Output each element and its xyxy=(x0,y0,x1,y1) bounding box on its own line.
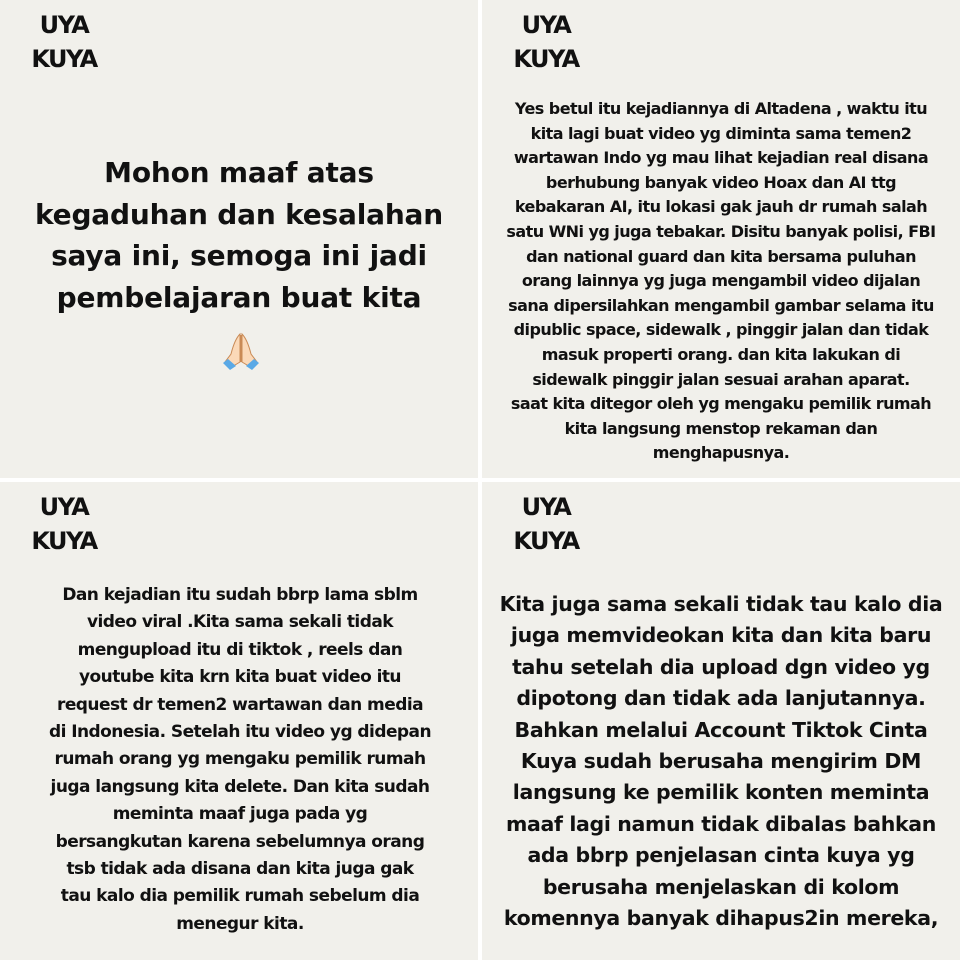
panel-dm-attempt xyxy=(482,482,960,960)
text-line: youtube kita krn kita buat video itu xyxy=(79,667,401,688)
text-line: wartawan Indo yg mau lihat kejadian real disana xyxy=(513,148,929,168)
uya-kuya-logo xyxy=(506,490,586,558)
explanation-text xyxy=(482,97,960,466)
text-line: langsung ke pemilik konten meminta xyxy=(512,780,930,805)
text-line: dipotong dan tidak ada lanjutannya. xyxy=(516,686,926,711)
text-line: kebakaran AI, itu lokasi gak jauh dr rumah salah xyxy=(514,197,928,217)
text-line: sana dipersilahkan mengambil gambar selama itu xyxy=(508,295,934,315)
logo-line-1: UYA xyxy=(521,493,571,521)
panel-altadena-explanation xyxy=(482,0,960,478)
apology-text xyxy=(0,152,478,318)
text-line: Mohon maaf atas xyxy=(104,156,374,189)
text-line: masuk properti orang. dan kita lakukan di xyxy=(541,344,901,364)
text-line: Yes betul itu kejadiannya di Altadena , waktu itu xyxy=(514,99,928,118)
text-line: meminta maaf juga pada yg xyxy=(112,804,368,825)
uya-kuya-logo xyxy=(24,490,104,558)
text-line: Kita juga sama sekali tidak tau kalo dia xyxy=(499,592,943,616)
text-line: tsb tidak ada disana dan kita juga gak xyxy=(66,859,414,880)
text-line: Dan kejadian itu sudah bbrp lama sblm xyxy=(62,585,418,605)
text-line: ada bbrp penjelasan cinta kuya yg xyxy=(527,843,915,868)
text-line: pembelajaran buat kita xyxy=(56,280,422,314)
text-line: menghapusnya. xyxy=(652,443,790,463)
text-line: video viral .Kita sama sekali tidak xyxy=(86,612,394,633)
text-line: maaf lagi namun tidak dibalas bahkan xyxy=(506,811,936,836)
logo-line-1: UYA xyxy=(521,11,571,39)
logo-line-2: KUYA xyxy=(31,527,97,555)
panel-video-deleted xyxy=(0,482,478,960)
text-line: mengupload itu di tiktok , reels dan xyxy=(77,639,403,660)
dm-attempt-text xyxy=(482,589,960,934)
uya-kuya-logo xyxy=(24,8,104,76)
logo-line-1: UYA xyxy=(39,493,89,521)
folded-hands-icon xyxy=(219,328,263,372)
text-line: kita langsung menstop rekaman dan xyxy=(564,418,878,438)
text-line: Kuya sudah berusaha mengirim DM xyxy=(520,749,922,774)
text-line: rumah orang yg mengaku pemilik rumah xyxy=(54,749,426,770)
text-line: berusaha menjelaskan di kolom xyxy=(542,874,900,899)
text-line: Bahkan melalui Account Tiktok Cinta xyxy=(514,717,928,742)
text-line: kita lagi buat video yg diminta sama temen2 xyxy=(530,123,912,143)
text-line: komennya banyak dihapus2in mereka, xyxy=(503,906,939,931)
logo-line-2: KUYA xyxy=(513,45,579,73)
logo-line-2: KUYA xyxy=(31,45,97,73)
text-line: satu WNi yg juga tebakar. Disitu banyak polisi, FBI xyxy=(506,221,936,241)
text-line: saya ini, semoga ini jadi xyxy=(51,239,427,272)
text-line: saat kita ditegor oleh yg mengaku pemilik rumah xyxy=(510,394,932,414)
uya-kuya-logo xyxy=(506,8,586,76)
text-line: tau kalo dia pemilik rumah sebelum dia xyxy=(60,886,420,907)
text-line: tahu setelah dia upload dgn video yg xyxy=(512,654,930,679)
text-line: berhubung banyak video Hoax dan AI ttg xyxy=(545,172,897,192)
text-line: di Indonesia. Setelah itu video yg didepan xyxy=(48,722,432,743)
text-line: kegaduhan dan kesalahan xyxy=(35,197,443,231)
logo-line-1: UYA xyxy=(39,11,89,39)
text-line: menegur kita. xyxy=(176,913,304,934)
text-line: orang lainnya yg juga mengambil video dijalan xyxy=(521,271,921,291)
text-line: dipublic space, sidewalk , pinggir jalan dan tidak xyxy=(513,320,929,340)
text-line: sidewalk pinggir jalan sesuai arahan aparat. xyxy=(532,369,910,389)
panel-apology xyxy=(0,0,478,478)
text-line: bersangkutan karena sebelumnya orang xyxy=(55,831,425,852)
logo-line-2: KUYA xyxy=(513,527,579,555)
text-line: juga langsung kita delete. Dan kita sudah xyxy=(50,776,430,797)
text-line: request dr temen2 wartawan dan media xyxy=(56,694,424,715)
text-line: dan national guard dan kita bersama puluhan xyxy=(526,246,916,266)
text-line: juga memvideokan kita dan kita baru xyxy=(510,623,932,648)
video-deleted-text xyxy=(0,582,478,938)
